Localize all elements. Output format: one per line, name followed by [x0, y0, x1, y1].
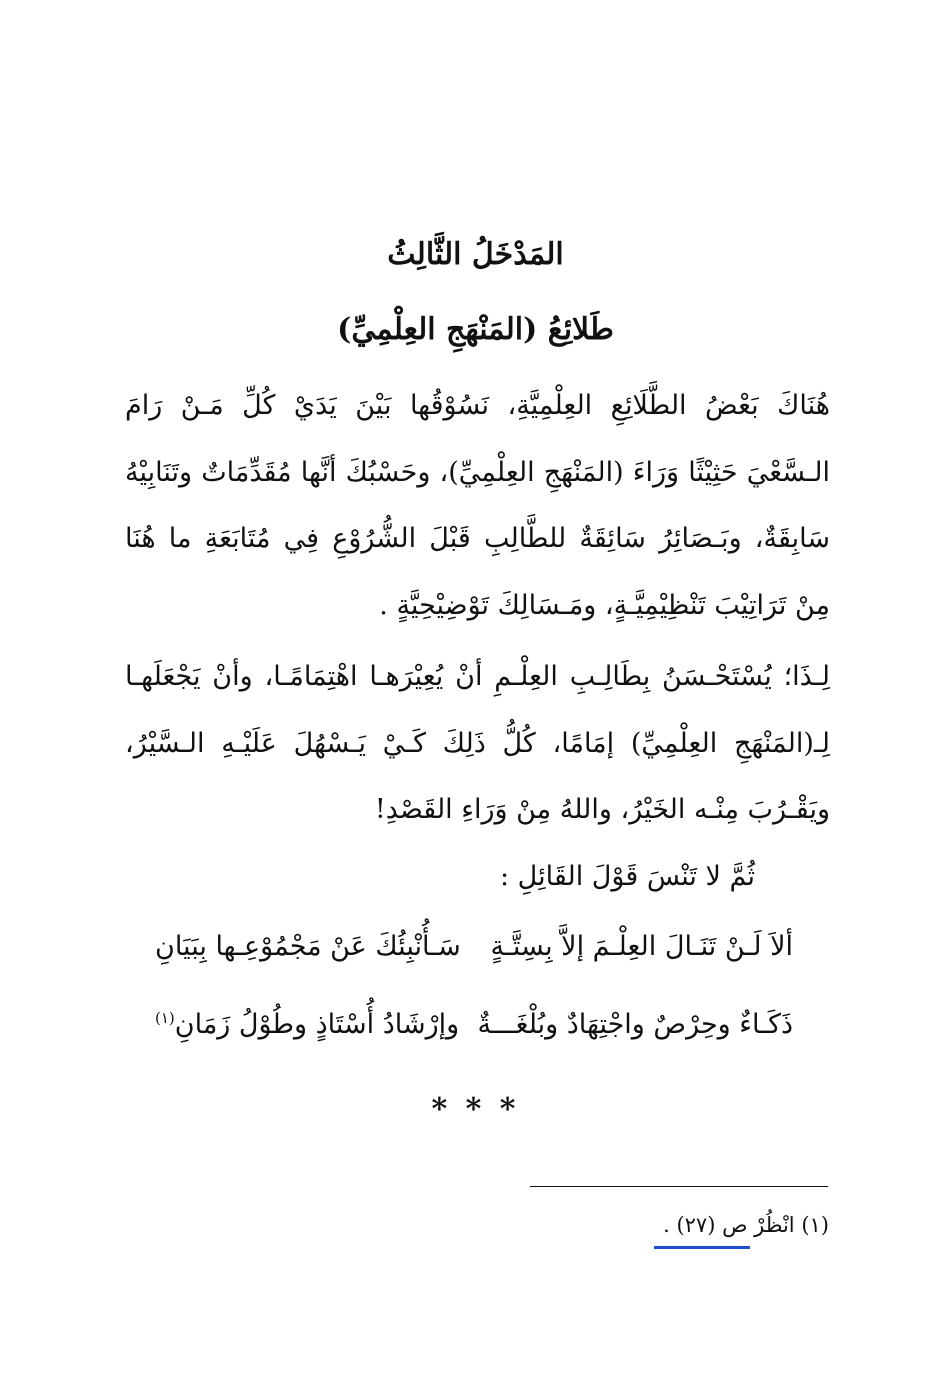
page-link-underline[interactable] [654, 1246, 750, 1249]
poem-verse [0, 998, 951, 1052]
verse-second-hemistich [155, 998, 459, 1052]
section-separator: * * * [431, 1092, 520, 1127]
paragraph-intro: هُنَاكَ بَعْضُ الطَّلَائِعِ العِلْمِيَّةِ، نَسُوْقُها بَيْنَ يَدَيْ كُلِّ مَـنْ رَامَ الـسَّعْيَ حَثِيْثًا وَرَاءَ (المَنْهَجِ العِلْمِيِّ)، وحَسْبُكَ أنَّها مُقَدِّمَاتٌ وتَنَابِيْهُ سَابِقَةٌ، وبَـصَائِرُ سَائِقَةٌ للطَّالِبِ قَبْلَ الشُّرُوْعِ فِي مُتَابَعَةِ ما هُنَا مِنْ تَرَاتِيْبَ تَنْظِيْمِيَّـةٍ، ومَـسَالِكَ تَوْضِيْحِيَّةٍ . [125, 390, 830, 621]
verse-second-hemistich [155, 920, 461, 974]
footnote-reference[interactable]: (١) [155, 1009, 175, 1027]
chapter-subtitle: طَلائِعُ (المَنْهَجِ العِلْمِيِّ) [337, 312, 614, 347]
verse-first-hemistich: ذَكَـاءٌ وحِرْصٌ واجْتِهَادٌ وبُلْغَـــةٌ [477, 1009, 793, 1040]
verse-second-text: سَـأُنْبِئُكَ عَنْ مَجْمُوْعِـها بِبَيَانِ [155, 931, 461, 962]
poem-verse [0, 920, 951, 974]
chapter-title: المَدْخَلُ الثَّالِثُ [387, 237, 564, 272]
verse-intro: ثُمَّ لا تَنْسَ قَوْلَ القَائِلِ : [499, 861, 755, 892]
verse-second-text: وإرْشَادُ أُسْتَاذٍ وطُوْلُ زَمَانِ [174, 1009, 460, 1040]
footnote-divider [530, 1186, 828, 1187]
footnote-text: (١) انْظُرْ ص (٢٧) . [663, 1213, 829, 1237]
paragraph-advice: لِـذَا؛ يُسْتَحْـسَنُ بِطَالِـبِ العِلْـمِ أنْ يُعِيْرَهـا اهْتِمَامًـا، وأنْ يَجْعَلَهـا لِـ(المَنْهَجِ العِلْمِيِّ) إمَامًا، كُلُّ ذَلِكَ كَـيْ يَـسْهُلَ عَلَيْـهِ الـسَّيْرُ، ويَقْـرُبَ مِنْـه الخَيْرُ، واللهُ مِنْ وَرَاءِ القَصْدِ! [125, 661, 830, 825]
verse-first-hemistich: ألاَ لَـنْ تَنَـالَ العِلْـمَ إلاَّ بِسِتَّـةٍ [490, 931, 793, 962]
